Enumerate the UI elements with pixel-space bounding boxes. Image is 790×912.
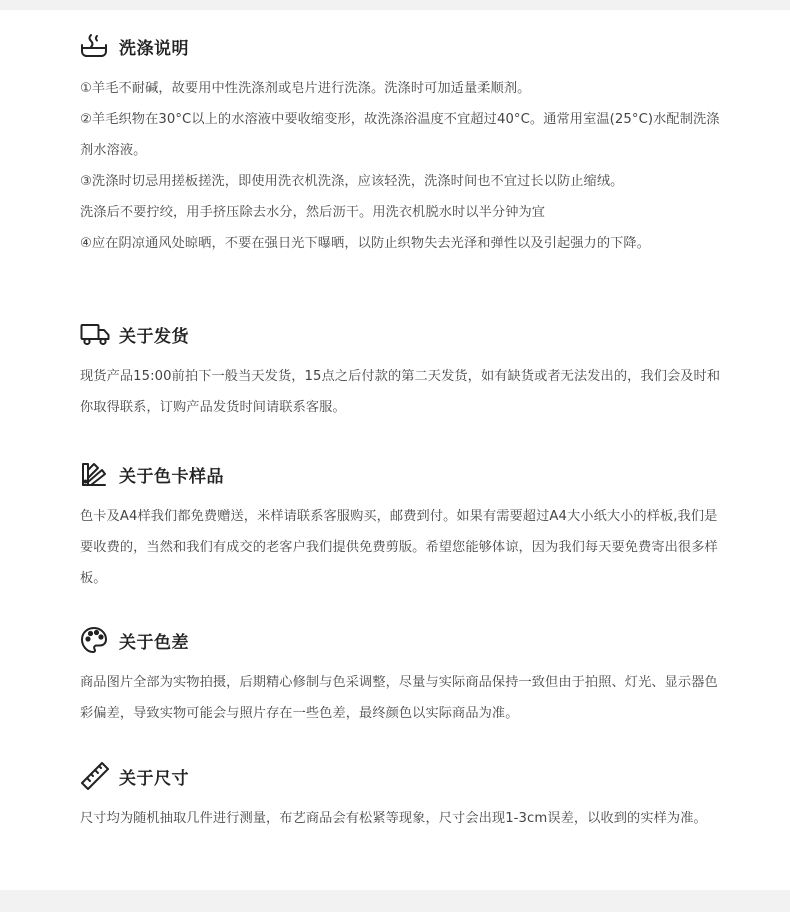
section-color-swatch [80,460,730,594]
paragraph: ②羊毛织物在30°C以上的水溶液中要收缩变形，故洗涤浴温度不宜超过40°C。通常用室温(25°C)水配制洗涤剂水溶液。 [80,112,720,158]
section-header [80,762,730,790]
palette-icon [80,626,110,654]
section-title: 关于色差 [119,632,189,653]
color-swatch-icon [80,460,110,488]
section-shipping [80,320,730,423]
delivery-truck-icon [80,320,110,348]
section-washing [80,32,730,259]
section-color-difference [80,626,730,729]
section-header [80,460,730,488]
section-header [80,626,730,654]
paragraph: ④应在阴凉通风处晾晒，不要在强日光下曝晒，以防止织物失去光泽和弹性以及引起强力的下降。 [80,236,650,251]
section-title: 关于尺寸 [119,768,189,789]
product-info-panel [0,10,790,890]
section-title: 关于色卡样品 [119,466,224,487]
section-header [80,320,730,348]
section-header [80,32,730,60]
paragraph: 商品图片全部为实物拍摄，后期精心修制与色采调整，尽量与实际商品保持一致但由于拍照、灯光、显示器色彩偏差，导致实物可能会与照片存在一些色差，最终颜色以实际商品为准。 [80,675,718,721]
washing-icon [80,32,110,60]
section-title: 洗涤说明 [119,38,189,59]
paragraph: 色卡及A4样我们都免费赠送，米样请联系客服购买，邮费到付。如果有需要超过A4大小纸大小的样板,我们是要收费的，当然和我们有成交的老客户我们提供免费剪版。希望您能够体谅，因为我们每天要免费寄出很多样板。 [80,509,718,586]
paragraph: 现货产品15:00前拍下一般当天发货，15点之后付款的第二天发货，如有缺货或者无法发出的，我们会及时和你取得联系，订购产品发货时间请联系客服。 [80,369,721,415]
section-size [80,762,730,834]
paragraph: 洗涤后不要拧绞，用手挤压除去水分，然后沥干。用洗衣机脱水时以半分钟为宜 [80,205,546,220]
ruler-icon [80,762,110,790]
paragraph: 尺寸均为随机抽取几件进行测量，布艺商品会有松紧等现象，尺寸会出现1-3cm误差，以收到的实样为准。 [80,811,707,826]
paragraph: ③洗涤时切忌用搓板搓洗，即使用洗衣机洗涤，应该轻洗，洗涤时间也不宜过长以防止缩绒。 [80,174,624,189]
section-title: 关于发货 [119,326,189,347]
paragraph: ①羊毛不耐碱，故要用中性洗涤剂或皂片进行洗涤。洗涤时可加适量柔顺剂。 [80,81,531,96]
